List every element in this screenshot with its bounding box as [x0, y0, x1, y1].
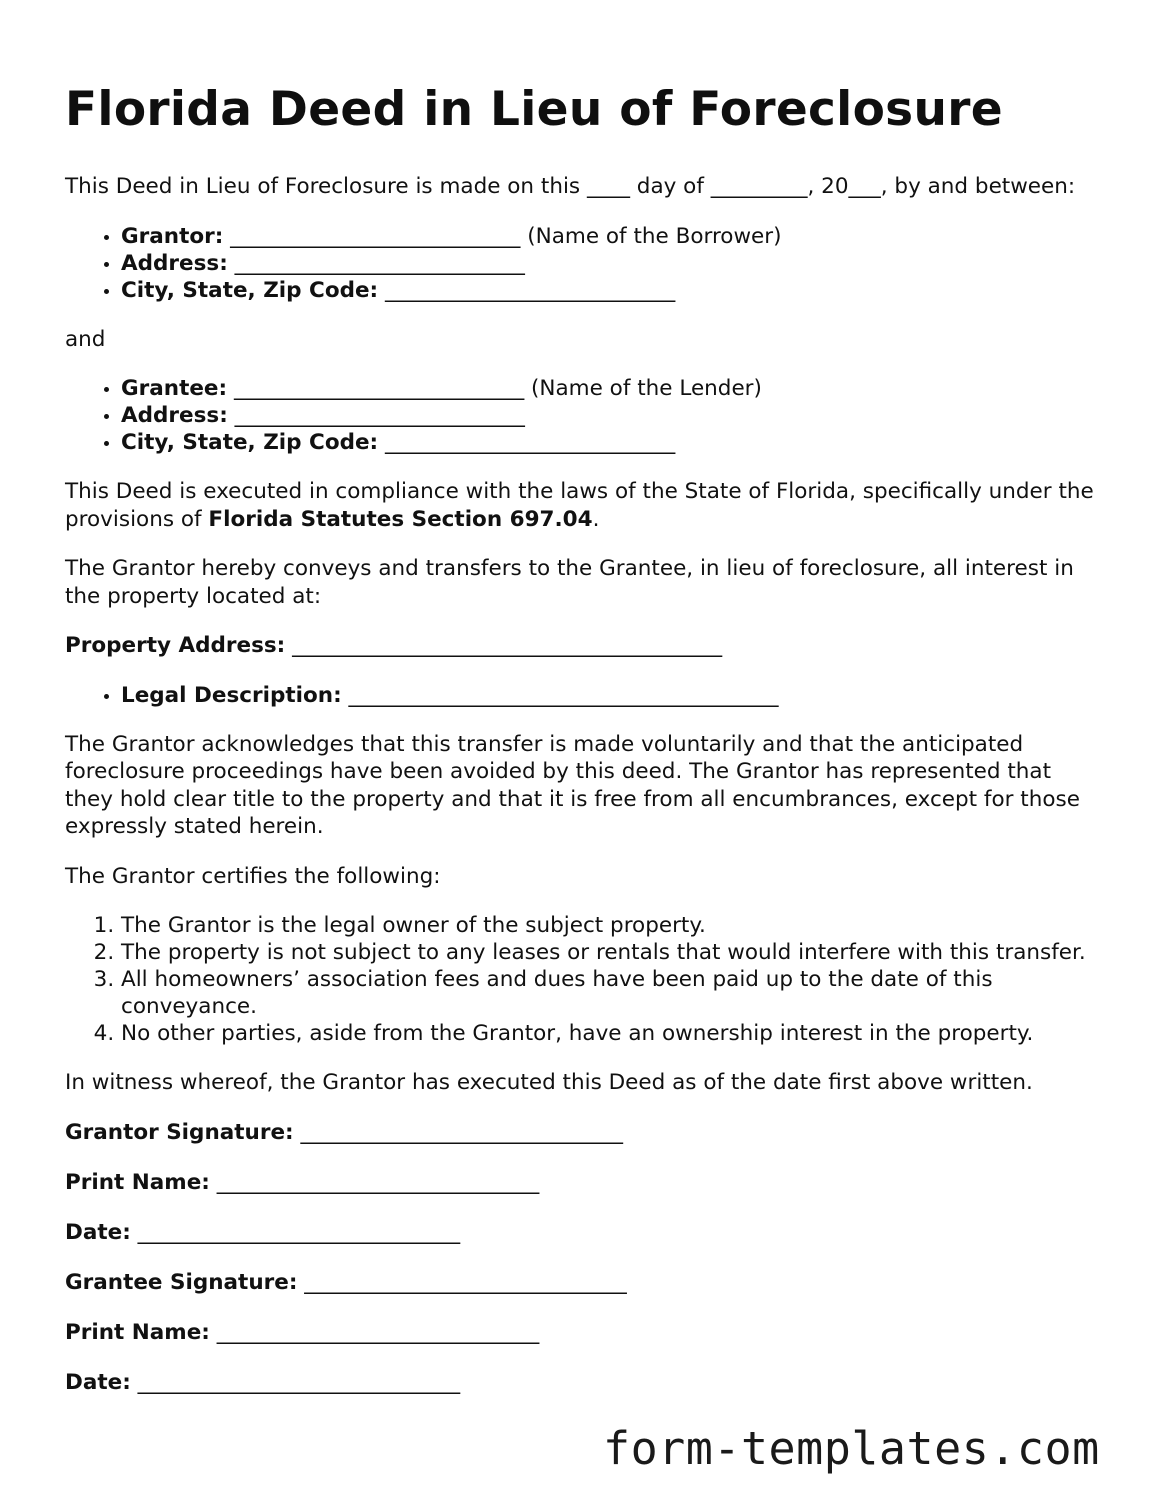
watermark: form-templates.com: [603, 1422, 1100, 1475]
grantor-address-item: [121, 250, 1105, 277]
grantor-print-name-field: ______________________________: [209, 1169, 540, 1195]
grantor-date-line: [65, 1219, 1105, 1247]
grantor-city-field: ___________________________: [378, 277, 676, 303]
compliance-text: This Deed is executed in compliance with the laws of the State of Florida, specifically under the provisions of: [65, 479, 1094, 532]
acknowledgment-paragraph: The Grantor acknowledges that this transfer is made voluntarily and that the anticipated foreclosure proceedings have been avoided by this deed. The Grantor has represented that they hold clear title to the property and that it is free from all encumbrances, except for those expressly stated herein.: [65, 731, 1080, 839]
legal-description-item: [121, 682, 1105, 709]
document-title: Florida Deed in Lieu of Foreclosure: [65, 82, 1003, 137]
grantee-address-label: Address:: [121, 403, 228, 428]
conveyance-paragraph: The Grantor hereby conveys and transfers to the Grantee, in lieu of foreclosure, all interest in the property located at:: [65, 556, 1074, 609]
witness-paragraph: In witness whereof, the Grantor has executed this Deed as of the date first above written.: [65, 1070, 1033, 1095]
certifications-list: [65, 912, 1105, 1047]
legal-description-list: [65, 682, 1105, 709]
intro-paragraph: This Deed in Lieu of Foreclosure is made on this ____ day of _________, 20___, by and between:: [65, 174, 1076, 199]
document-page: [65, 78, 1105, 1419]
grantor-name-item: [121, 223, 1105, 250]
certification-item: 2. The property is not subject to any leases or rentals that would interfere with this transfer.: [121, 939, 1105, 966]
certification-item: 4. No other parties, aside from the Grantor, have an ownership interest in the property.: [121, 1020, 1105, 1047]
grantee-signature-field: ______________________________: [297, 1269, 627, 1295]
grantor-address-label: Address:: [121, 250, 228, 276]
grantor-signature-label: Grantor Signature:: [65, 1119, 294, 1145]
grantor-address-field: ___________________________: [227, 250, 525, 276]
grantee-name-field: ___________________________ (Name of the Lender): [227, 376, 762, 401]
grantee-date-label: Date:: [65, 1369, 131, 1395]
grantee-address-item: [121, 402, 1105, 429]
grantee-print-name-line: [65, 1319, 1105, 1347]
compliance-paragraph: [65, 478, 1105, 533]
grantee-date-field: ______________________________: [130, 1369, 461, 1395]
grantee-print-name-label: Print Name:: [65, 1319, 210, 1345]
grantee-address-field: ___________________________: [227, 403, 525, 428]
grantor-list: [65, 223, 1105, 304]
grantor-print-name-label: Print Name:: [65, 1169, 210, 1195]
grantee-signature-label: Grantee Signature:: [65, 1269, 298, 1295]
grantor-signature-line: [65, 1119, 1105, 1147]
statute-reference: Florida Statutes Section 697.04: [208, 506, 593, 532]
certification-item: 1. The Grantor is the legal owner of the subject property.: [121, 912, 1105, 939]
signature-block: [65, 1119, 1105, 1397]
grantor-name-field: ___________________________ (Name of the Borrower): [223, 223, 782, 249]
certifies-intro: The Grantor certifies the following:: [65, 863, 441, 889]
and-text: and: [65, 326, 106, 352]
grantee-date-line: [65, 1369, 1105, 1397]
property-address-line: [65, 632, 1105, 660]
grantor-date-label: Date:: [65, 1219, 131, 1245]
property-address-field: ________________________________________: [285, 633, 723, 658]
grantee-name-item: [121, 375, 1105, 402]
grantee-signature-line: [65, 1269, 1105, 1297]
grantee-list: [65, 375, 1105, 456]
grantor-name-label: Grantor:: [121, 223, 224, 249]
grantor-signature-field: ______________________________: [293, 1119, 623, 1145]
grantee-city-field: ___________________________: [378, 430, 676, 455]
grantee-name-label: Grantee:: [121, 376, 228, 401]
grantee-city-item: [121, 429, 1105, 456]
property-address-label: Property Address:: [65, 633, 286, 658]
grantor-city-item: [121, 277, 1105, 304]
grantee-city-label: City, State, Zip Code:: [121, 430, 379, 455]
certification-item: 3. All homeowners’ association fees and dues have been paid up to the date of this conveyance.: [121, 966, 1105, 1020]
legal-description-label: Legal Description:: [121, 682, 342, 708]
compliance-end: .: [592, 506, 600, 532]
grantor-date-field: ______________________________: [130, 1219, 461, 1245]
grantor-city-label: City, State, Zip Code:: [121, 277, 379, 303]
grantee-print-name-field: ______________________________: [209, 1319, 540, 1345]
legal-description-field: ________________________________________: [341, 682, 779, 708]
grantor-print-name-line: [65, 1169, 1105, 1197]
